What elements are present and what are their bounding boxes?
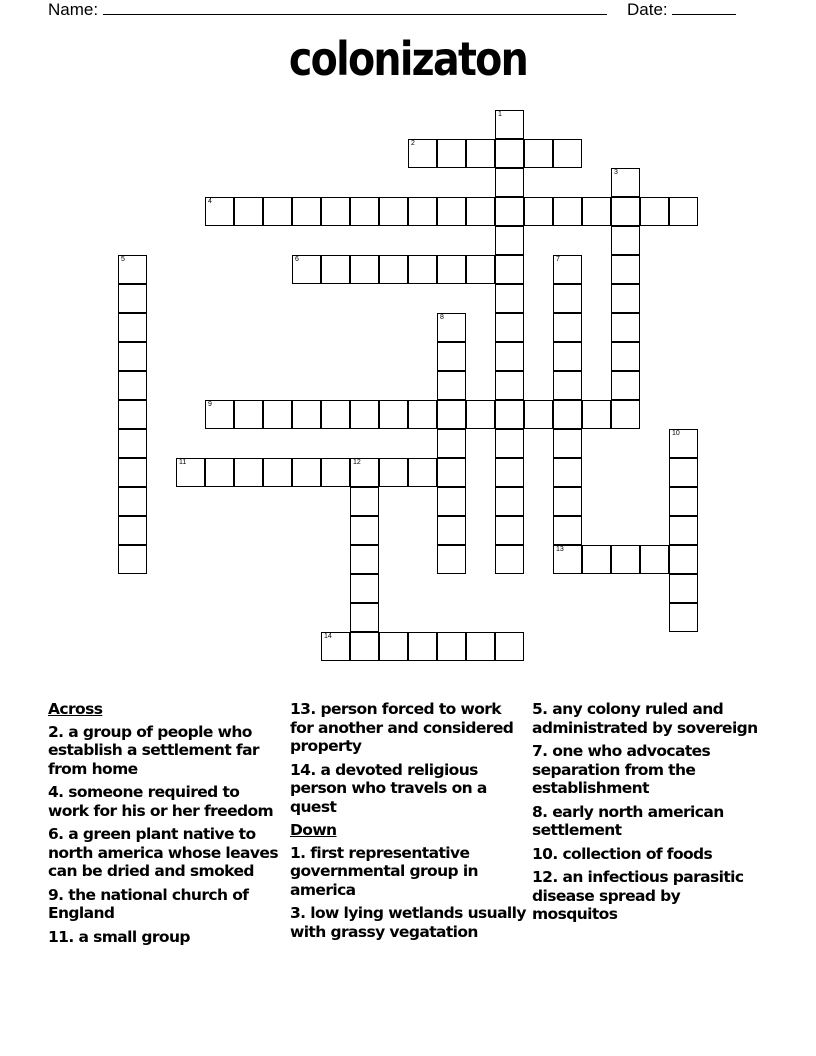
clue-number: 13 [556, 546, 564, 553]
grid-cell[interactable] [669, 545, 698, 574]
grid-cell[interactable] [611, 168, 640, 197]
grid-cell[interactable] [553, 313, 582, 342]
clue-across-6: 6. a green plant native to north america whose leaves can be dried and smoked [48, 825, 278, 880]
grid-cell[interactable] [611, 255, 640, 284]
grid-cell[interactable] [118, 342, 147, 371]
grid-cell[interactable] [350, 574, 379, 603]
clue-down-12: 12. an infectious parasitic disease spread by mosquitos [532, 868, 744, 923]
clue-number: 11 [179, 459, 187, 466]
grid-cell[interactable] [263, 458, 292, 487]
grid-cell[interactable] [118, 545, 147, 574]
grid-cell[interactable] [524, 139, 553, 168]
clue-number: 3 [614, 169, 618, 176]
grid-cell[interactable] [437, 313, 466, 342]
clue-number: 7 [556, 256, 560, 263]
grid-cell[interactable] [437, 400, 466, 429]
grid-cell[interactable] [437, 545, 466, 574]
clue-across-14: 14. a devoted religious person who travels on a quest [290, 760, 487, 816]
grid-cell[interactable] [379, 458, 408, 487]
grid-cell[interactable] [495, 110, 524, 139]
grid-cell[interactable] [437, 429, 466, 458]
grid-cell[interactable] [205, 400, 234, 429]
grid-cell[interactable] [524, 197, 553, 226]
clue-column-1 [48, 700, 284, 951]
grid-cell[interactable] [379, 255, 408, 284]
grid-cell[interactable] [495, 400, 524, 429]
grid-cell[interactable] [669, 487, 698, 516]
grid-cell[interactable] [669, 429, 698, 458]
grid-cell[interactable] [350, 255, 379, 284]
grid-cell[interactable] [205, 458, 234, 487]
grid-cell[interactable] [118, 400, 147, 429]
grid-cell[interactable] [495, 284, 524, 313]
grid-cell[interactable] [292, 255, 321, 284]
grid-cell[interactable] [321, 458, 350, 487]
grid-cell[interactable] [437, 139, 466, 168]
grid-cell[interactable] [495, 429, 524, 458]
clue-down-3: 3. low lying wetlands usually with grassy vegatation [290, 904, 526, 941]
grid-cell[interactable] [495, 458, 524, 487]
grid-cell[interactable] [350, 632, 379, 661]
grid-cell[interactable] [553, 139, 582, 168]
grid-cell[interactable] [553, 197, 582, 226]
grid-cell[interactable] [553, 342, 582, 371]
grid-cell[interactable] [495, 516, 524, 545]
grid-cell[interactable] [321, 400, 350, 429]
grid-cell[interactable] [118, 458, 147, 487]
clue-across-9: 9. the national church of England [48, 885, 249, 922]
clue-column-2 [290, 700, 526, 946]
grid-cell[interactable] [582, 400, 611, 429]
clue-down-7: 7. one who advocates separation from the establishment [532, 742, 711, 797]
grid-cell[interactable] [118, 371, 147, 400]
grid-cell[interactable] [437, 371, 466, 400]
grid-cell[interactable] [379, 632, 408, 661]
grid-cell[interactable] [176, 458, 205, 487]
grid-cell[interactable] [379, 197, 408, 226]
grid-cell[interactable] [669, 603, 698, 632]
grid-cell[interactable] [408, 255, 437, 284]
grid-cell[interactable] [466, 255, 495, 284]
grid-cell[interactable] [350, 197, 379, 226]
grid-cell[interactable] [408, 458, 437, 487]
grid-cell[interactable] [118, 255, 147, 284]
grid-cell[interactable] [495, 197, 524, 226]
grid-cell[interactable] [350, 545, 379, 574]
grid-cell[interactable] [321, 632, 350, 661]
grid-cell[interactable] [350, 458, 379, 487]
grid-cell[interactable] [669, 197, 698, 226]
grid-cell[interactable] [611, 226, 640, 255]
clue-number: 9 [208, 401, 212, 408]
grid-cell[interactable] [408, 139, 437, 168]
grid-cell[interactable] [553, 487, 582, 516]
grid-cell[interactable] [553, 371, 582, 400]
grid-cell[interactable] [292, 458, 321, 487]
grid-cell[interactable] [611, 342, 640, 371]
grid-cell[interactable] [118, 487, 147, 516]
clue-number: 8 [440, 314, 444, 321]
grid-cell[interactable] [611, 400, 640, 429]
grid-cell[interactable] [669, 458, 698, 487]
grid-cell[interactable] [495, 371, 524, 400]
grid-cell[interactable] [350, 603, 379, 632]
grid-cell[interactable] [669, 574, 698, 603]
grid-cell[interactable] [321, 255, 350, 284]
grid-cell[interactable] [408, 632, 437, 661]
clue-down-1: 1. first representative governmental group in america [290, 843, 478, 899]
grid-cell[interactable] [640, 197, 669, 226]
grid-cell[interactable] [437, 197, 466, 226]
grid-cell[interactable] [234, 400, 263, 429]
grid-cell[interactable] [611, 371, 640, 400]
grid-cell[interactable] [495, 226, 524, 255]
grid-cell[interactable] [350, 487, 379, 516]
clue-number: 6 [295, 256, 299, 263]
grid-cell[interactable] [408, 400, 437, 429]
grid-cell[interactable] [553, 458, 582, 487]
grid-cell[interactable] [553, 545, 582, 574]
clue-column-3 [532, 700, 768, 929]
clue-number: 4 [208, 198, 212, 205]
grid-cell[interactable] [234, 458, 263, 487]
grid-cell[interactable] [495, 255, 524, 284]
grid-cell[interactable] [495, 342, 524, 371]
grid-cell[interactable] [495, 545, 524, 574]
grid-cell[interactable] [234, 197, 263, 226]
grid-cell[interactable] [553, 255, 582, 284]
grid-cell[interactable] [640, 545, 669, 574]
date-label: Date: [627, 0, 668, 19]
grid-cell[interactable] [495, 139, 524, 168]
grid-cell[interactable] [437, 516, 466, 545]
grid-cell[interactable] [611, 284, 640, 313]
grid-cell[interactable] [582, 545, 611, 574]
clue-across-4: 4. someone required to work for his or her freedom [48, 783, 274, 820]
clue-down-8: 8. early north american settlement [532, 802, 724, 839]
grid-cell[interactable] [495, 313, 524, 342]
grid-cell[interactable] [118, 516, 147, 545]
grid-cell[interactable] [582, 197, 611, 226]
clue-down-10: 10. collection of foods [532, 844, 713, 863]
grid-cell[interactable] [118, 284, 147, 313]
clue-number: 2 [411, 140, 415, 147]
grid-cell[interactable] [524, 400, 553, 429]
grid-cell[interactable] [495, 487, 524, 516]
grid-cell[interactable] [263, 197, 292, 226]
grid-cell[interactable] [611, 545, 640, 574]
grid-cell[interactable] [292, 400, 321, 429]
grid-cell[interactable] [437, 458, 466, 487]
grid-cell[interactable] [495, 168, 524, 197]
grid-cell[interactable] [553, 284, 582, 313]
clue-number: 14 [324, 633, 332, 640]
grid-cell[interactable] [611, 313, 640, 342]
grid-cell[interactable] [379, 400, 408, 429]
clue-number: 1 [498, 111, 502, 118]
grid-cell[interactable] [408, 197, 437, 226]
grid-cell[interactable] [205, 197, 234, 226]
grid-cell[interactable] [466, 139, 495, 168]
grid-cell[interactable] [263, 400, 292, 429]
grid-cell[interactable] [669, 516, 698, 545]
grid-cell[interactable] [437, 632, 466, 661]
grid-cell[interactable] [350, 516, 379, 545]
clue-number: 10 [672, 430, 680, 437]
grid-cell[interactable] [495, 632, 524, 661]
grid-cell[interactable] [118, 313, 147, 342]
name-label: Name: [48, 0, 99, 19]
down-heading: Down [290, 821, 337, 839]
grid-cell[interactable] [437, 255, 466, 284]
grid-cell[interactable] [611, 197, 640, 226]
grid-cell[interactable] [466, 400, 495, 429]
clue-across-13: 13. person forced to work for another and considered property [290, 700, 514, 755]
clue-across-2: 2. a group of people who establish a settlement far from home [48, 722, 259, 778]
clue-down-5: 5. any colony ruled and administrated by sovereign [532, 700, 758, 737]
grid-cell[interactable] [553, 400, 582, 429]
across-heading: Across [48, 700, 103, 718]
grid-cell[interactable] [553, 429, 582, 458]
grid-cell[interactable] [118, 429, 147, 458]
grid-cell[interactable] [437, 342, 466, 371]
clue-number: 5 [121, 256, 125, 263]
grid-cell[interactable] [553, 516, 582, 545]
puzzle-title: colonizaton [288, 32, 528, 86]
grid-cell[interactable] [466, 632, 495, 661]
grid-cell[interactable] [292, 197, 321, 226]
grid-cell[interactable] [437, 487, 466, 516]
grid-cell[interactable] [350, 400, 379, 429]
clue-across-11: 11. a small group [48, 927, 190, 946]
grid-cell[interactable] [466, 197, 495, 226]
grid-cell[interactable] [321, 197, 350, 226]
clue-number: 12 [353, 459, 361, 466]
